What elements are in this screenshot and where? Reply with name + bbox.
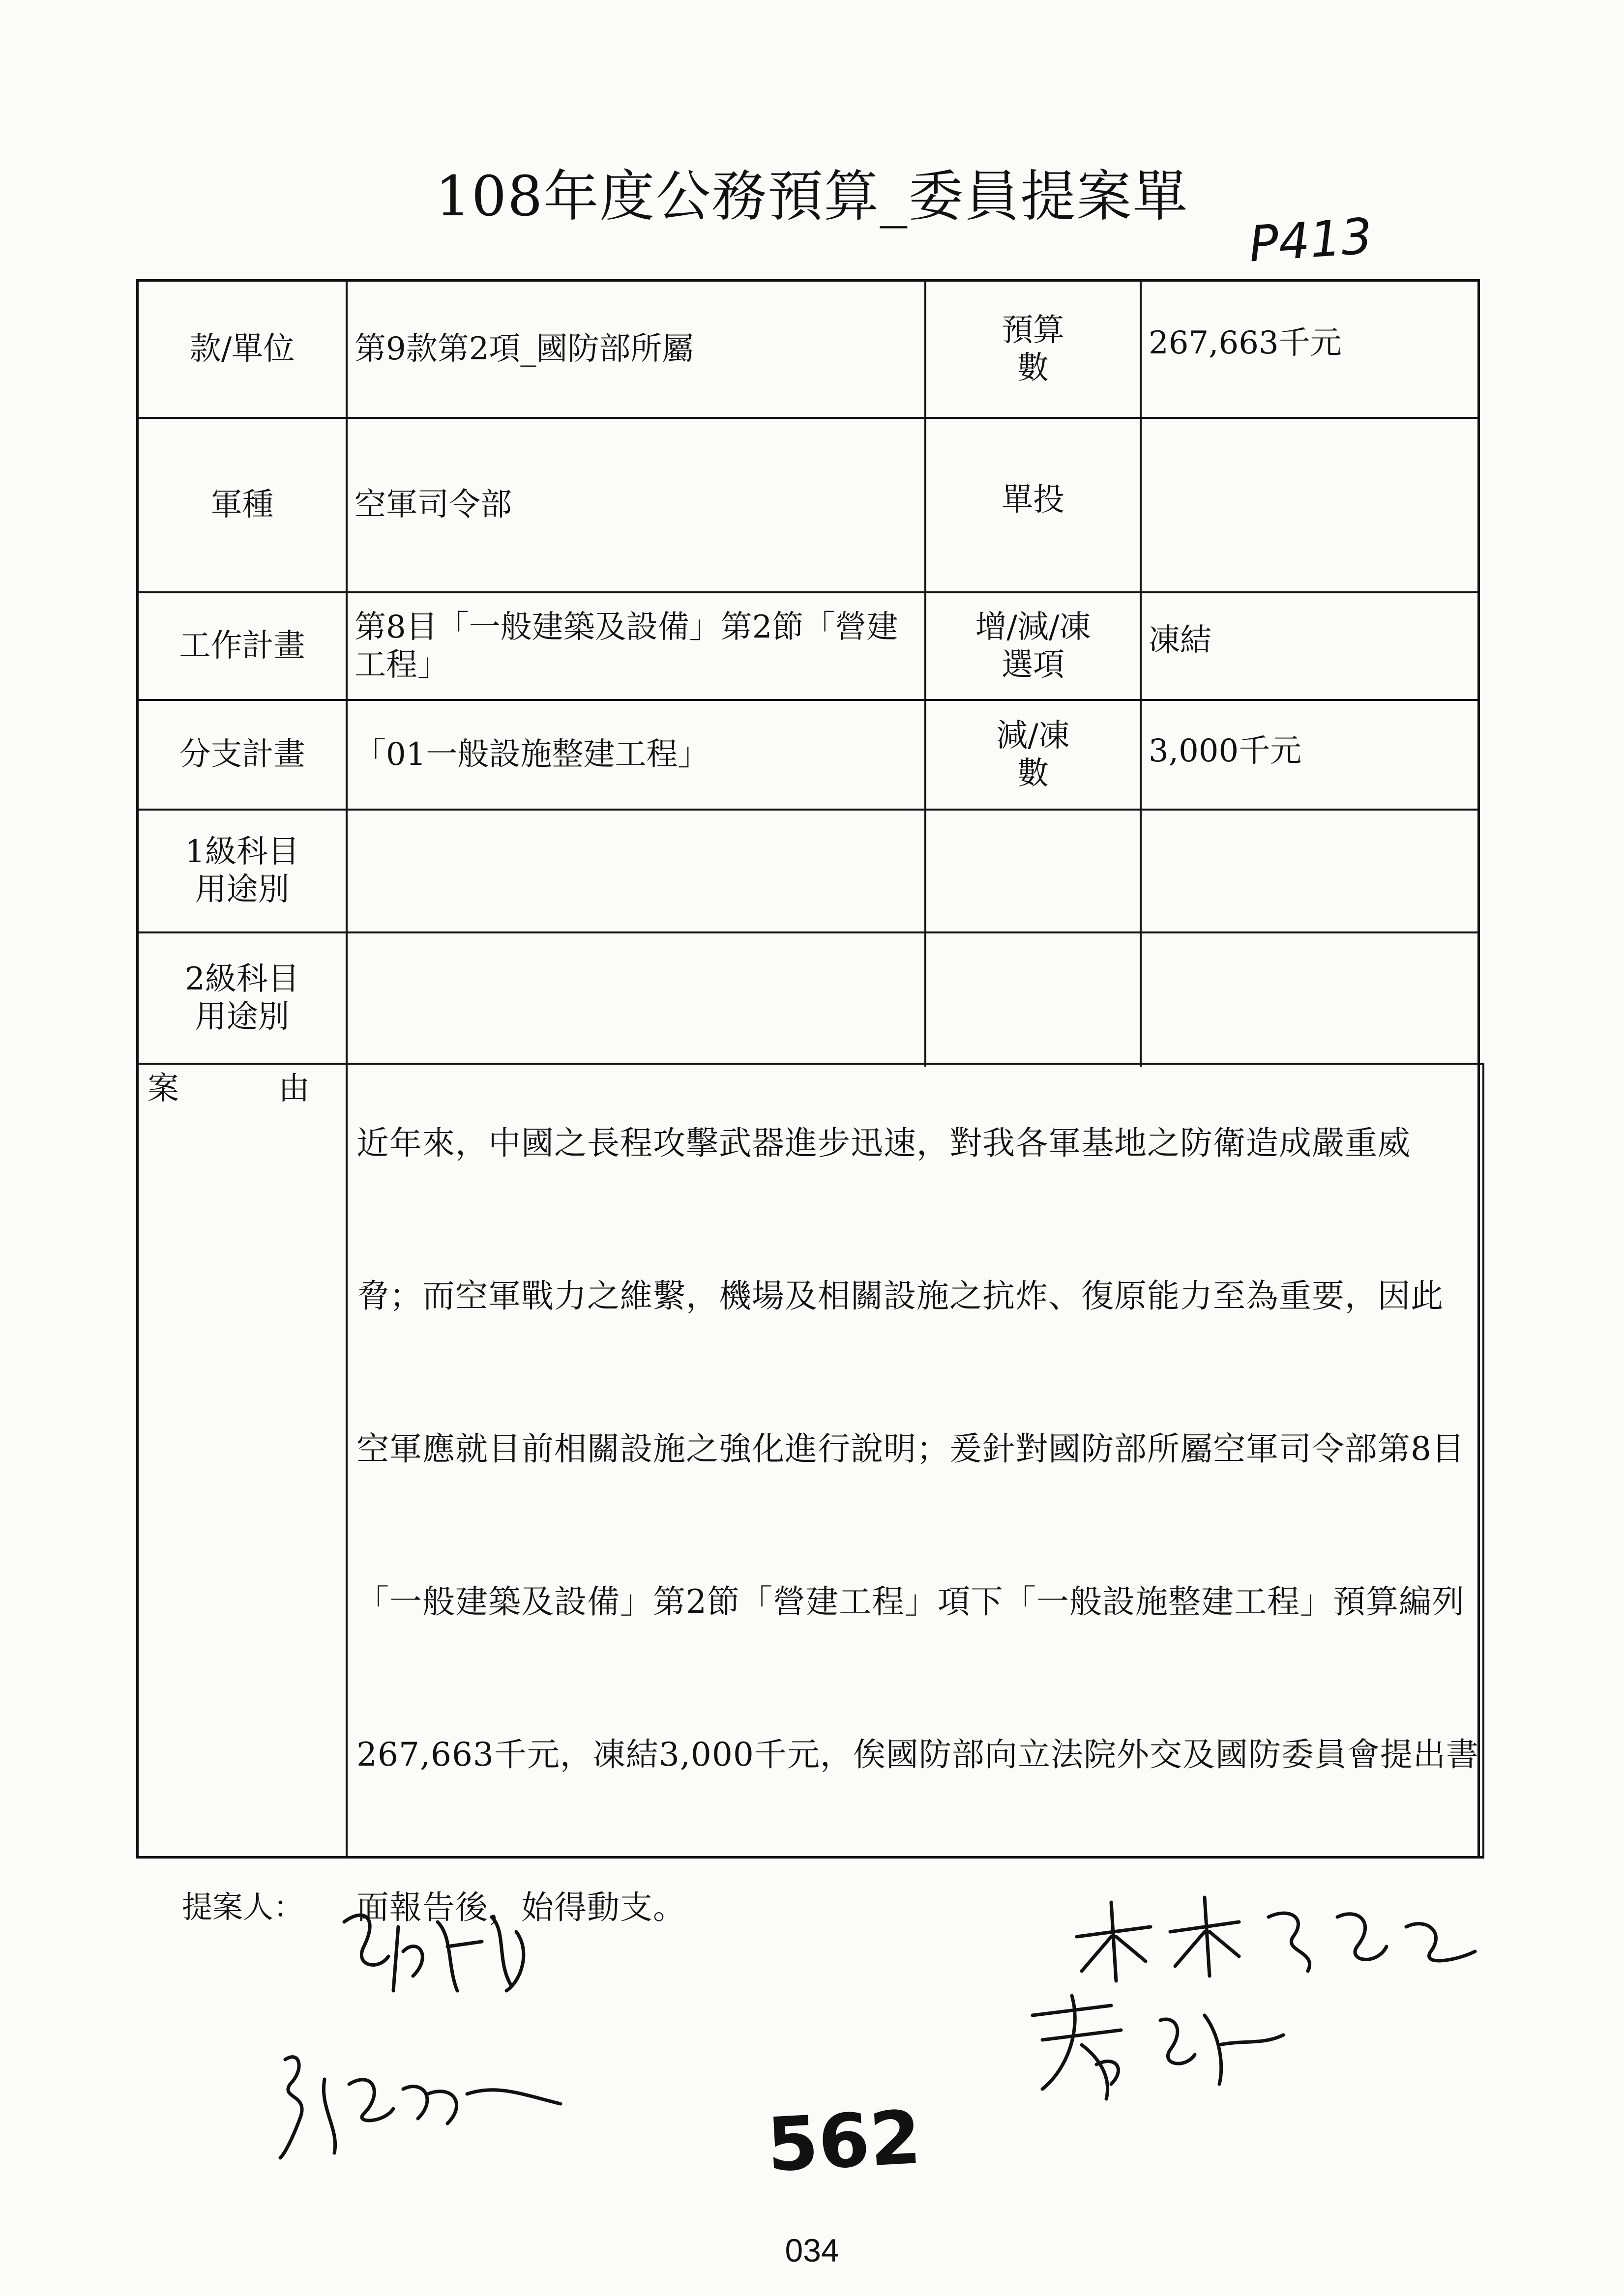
value-action-option: 凍結 xyxy=(1149,622,1211,659)
reason-line: 267,663千元，凍結3,000千元，俟國防部向立法院外交及國防委員會提出書 xyxy=(356,1736,1479,1773)
label-reduce-freeze-amount: 減/凍 數 xyxy=(996,717,1070,792)
page-number: 034 xyxy=(785,2232,839,2268)
row5-right-label xyxy=(926,811,1140,931)
handwritten-page-note: P413 xyxy=(1247,207,1374,273)
row-value-level1-category xyxy=(348,811,924,931)
reason-line: 「一般建築及設備」第2節「營建工程」項下「一般設施整建工程」預算編列 xyxy=(356,1583,1465,1621)
row-value-section-unit: 第9款第2項_國防部所屬 xyxy=(354,331,694,368)
reason-line: 面報告後，始得動支。 xyxy=(356,1889,686,1926)
row-label-service-branch: 軍種 xyxy=(210,487,274,523)
reason-text xyxy=(356,1067,1482,1984)
reason-label-char-2: 由 xyxy=(278,1071,310,1107)
value-unit-input xyxy=(1142,419,1477,591)
row-value-work-plan: 第8目「一般建築及設備」第2節「營建工程」 xyxy=(354,609,898,683)
row-label-sub-plan: 分支計畫 xyxy=(179,736,305,773)
form-title: 108年度公務預算_委員提案單 xyxy=(435,165,1189,229)
row-label-level1-category: 1級科目 用途別 xyxy=(185,834,299,908)
handwritten-stamp-number: 562 xyxy=(765,2094,923,2189)
reason-line: 脅；而空軍戰力之維繫，機場及相關設施之抗炸、復原能力至為重要，因此 xyxy=(356,1277,1444,1315)
reason-line: 空軍應就目前相關設施之強化進行說明；爰針對國防部所屬空軍司令部第8目 xyxy=(356,1430,1465,1468)
row6-right-value xyxy=(1142,933,1477,1063)
signature-4 xyxy=(1013,1986,1288,2104)
value-budget-amount: 267,663千元 xyxy=(1149,325,1342,361)
signature-2 xyxy=(266,2040,570,2168)
row-value-level2-category xyxy=(348,933,924,1063)
row5-right-value xyxy=(1142,811,1477,931)
reason-label-char-1: 案 xyxy=(148,1071,179,1107)
signature-1 xyxy=(334,1892,541,2010)
reason-line: 近年來，中國之長程攻擊武器進步迅速，對我各軍基地之防衛造成嚴重威 xyxy=(356,1124,1411,1162)
proposer-label: 提案人： xyxy=(182,1889,304,1925)
reason-label xyxy=(148,1067,310,1111)
label-budget-amount: 預算 數 xyxy=(1002,312,1064,386)
label-action-option: 增/減/凍 選項 xyxy=(975,609,1091,683)
value-reduce-freeze-amount: 3,000千元 xyxy=(1149,733,1302,769)
label-unit-input: 單投 xyxy=(1002,481,1064,518)
row6-right-label xyxy=(926,933,1140,1063)
signature-3 xyxy=(1062,1888,1485,1986)
row-label-level2-category: 2級科目 用途別 xyxy=(185,960,299,1035)
row-label-section-unit: 款/單位 xyxy=(189,331,295,368)
row-value-sub-plan: 「01一般設施整建工程」 xyxy=(354,736,709,773)
row-label-work-plan: 工作計畫 xyxy=(179,628,305,665)
row-value-service-branch: 空軍司令部 xyxy=(354,487,512,523)
